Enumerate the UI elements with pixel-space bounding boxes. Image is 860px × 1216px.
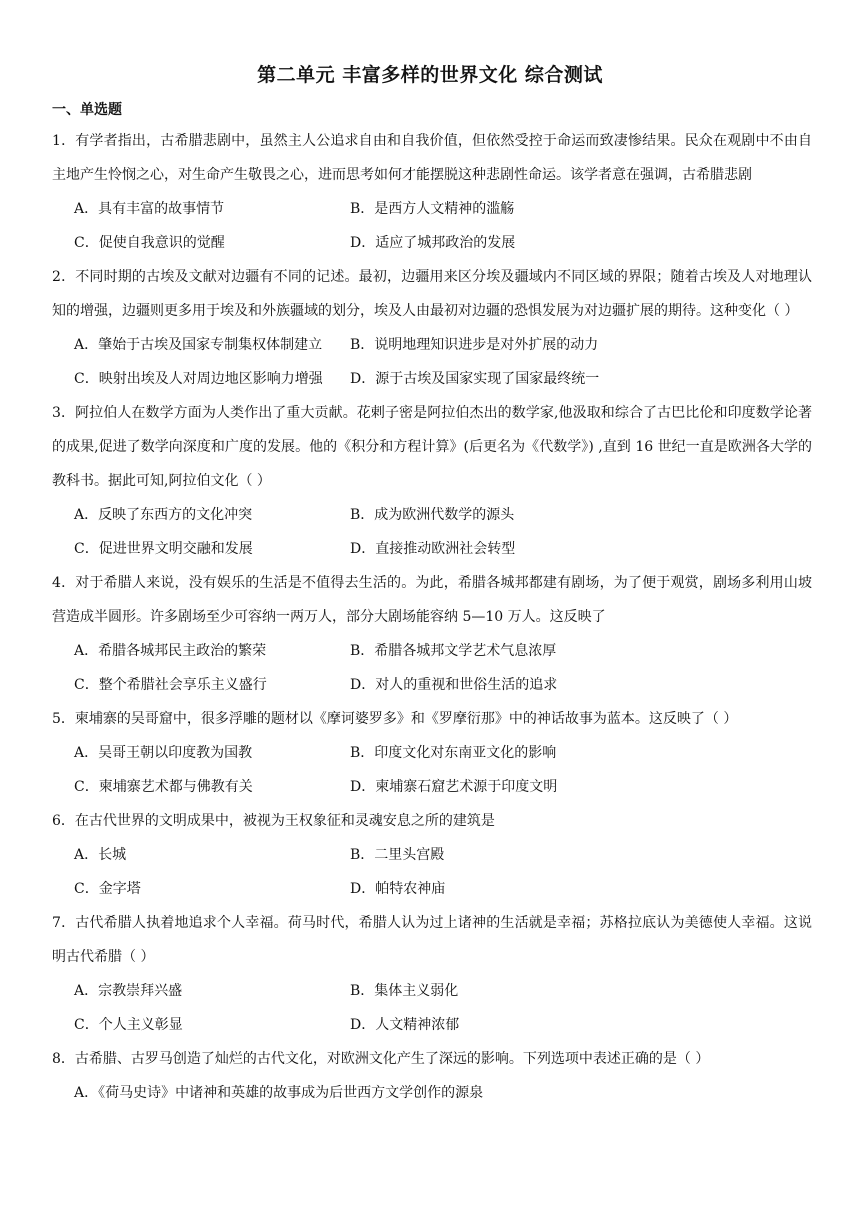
option-a: A．吴哥王朝以印度教为国教 — [74, 745, 253, 761]
question-stem: 5．柬埔寨的吴哥窟中，很多浮雕的题材以《摩诃婆罗多》和《罗摩衍那》中的神话故事为蓝本。这反映了（ ） — [52, 711, 738, 727]
option-d: D．帕特农神庙 — [350, 881, 446, 897]
option-d: D．适应了城邦政治的发展 — [350, 235, 516, 251]
question-stem: 7．古代希腊人执着地追求个人幸福。荷马时代，希腊人认为过上诸神的生活就是幸福；苏格拉底认为美德使人幸福。这说明古代希腊（ ） — [52, 915, 812, 965]
option-d: D．源于古埃及国家实现了国家最终统一 — [350, 371, 600, 387]
section-heading: 一、单选题 — [52, 102, 122, 118]
option-a: A．反映了东西方的文化冲突 — [74, 507, 253, 523]
option-c: C．促进世界文明交融和发展 — [74, 541, 253, 557]
option-c: C．促使自我意识的觉醒 — [74, 235, 225, 251]
question-3 — [52, 396, 812, 566]
question-stem: 4．对于希腊人来说，没有娱乐的生活是不值得去生活的。为此，希腊各城邦都建有剧场，为了便于观赏，剧场多利用山坡营造成半圆形。许多剧场至少可容纳一两万人，部分大剧场能容纳 5—10 万人。这反映了 — [52, 575, 812, 625]
option-c: C．个人主义彰显 — [74, 1017, 183, 1033]
option-d: D．直接推动欧洲社会转型 — [350, 541, 516, 557]
option-b: B．二里头宫殿 — [350, 847, 445, 863]
option-c: C．整个希腊社会享乐主义盛行 — [74, 677, 267, 693]
option-grid — [74, 736, 812, 804]
question-stem: 1．有学者指出，古希腊悲剧中，虽然主人公追求自由和自我价值，但依然受控于命运而致凄惨结果。民众在观剧中不由自主地产生怜悯之心，对生命产生敬畏之心，进而思考如何才能摆脱这种悲剧性命运。该学者意在强调，古希腊悲剧 — [52, 133, 812, 183]
question-4 — [52, 566, 812, 702]
option-a: A．肇始于古埃及国家专制集权体制建立 — [74, 337, 323, 353]
option-d: D．人文精神浓郁 — [350, 1017, 460, 1033]
option-grid — [74, 192, 812, 260]
option-a: A．《荷马史诗》中诸神和英雄的故事成为后世西方文学创作的源泉 — [74, 1085, 484, 1101]
question-stem: 2．不同时期的古埃及文献对边疆有不同的记述。最初，边疆用来区分埃及疆域内不同区域的界限；随着古埃及人对地理认知的增强，边疆则更多用于埃及和外族疆域的划分，埃及人由最初对边疆的恐惧发展为对边疆扩展的期待。这种变化（ ） — [52, 269, 812, 319]
option-grid — [74, 634, 812, 702]
option-b: B．说明地理知识进步是对外扩展的动力 — [350, 337, 599, 353]
option-d: D．柬埔寨石窟艺术源于印度文明 — [350, 779, 558, 795]
option-a: A．希腊各城邦民主政治的繁荣 — [74, 643, 267, 659]
question-5 — [52, 702, 812, 804]
question-stem: 6．在古代世界的文明成果中，被视为王权象征和灵魂安息之所的建筑是 — [52, 813, 495, 829]
option-a: A．具有丰富的故事情节 — [74, 201, 225, 217]
question-stem: 3．阿拉伯人在数学方面为人类作出了重大贡献。花剌子密是阿拉伯杰出的数学家,他汲取和综合了古巴比伦和印度数学论著的成果,促进了数学向深度和广度的发展。他的《积分和方程计算》(后更名为《代数学》) ,直到 16 世纪一直是欧洲各大学的教科书。据此可知,阿拉伯文化（ ） — [52, 405, 812, 489]
option-b: B．是西方人文精神的滥觞 — [350, 201, 515, 217]
option-grid — [74, 838, 812, 906]
option-b: B．希腊各城邦文学艺术气息浓厚 — [350, 643, 557, 659]
option-a: A．长城 — [74, 847, 127, 863]
question-2 — [52, 260, 812, 396]
question-8 — [52, 1042, 812, 1110]
option-grid — [74, 1076, 812, 1110]
option-c: C．金字塔 — [74, 881, 141, 897]
option-b: B．成为欧洲代数学的源头 — [350, 507, 515, 523]
question-list — [52, 124, 812, 1110]
option-c: C．映射出埃及人对周边地区影响力增强 — [74, 371, 323, 387]
question-7 — [52, 906, 812, 1042]
option-grid — [74, 328, 812, 396]
option-b: B．集体主义弱化 — [350, 983, 459, 999]
question-6 — [52, 804, 812, 906]
option-c: C．柬埔寨艺术都与佛教有关 — [74, 779, 253, 795]
page-title: 第二单元 丰富多样的世界文化 综合测试 — [257, 64, 603, 86]
question-1 — [52, 124, 812, 260]
question-stem: 8．古希腊、古罗马创造了灿烂的古代文化，对欧洲文化产生了深远的影响。下列选项中表述正确的是（ ） — [52, 1051, 710, 1067]
option-grid — [74, 974, 812, 1042]
option-b: B．印度文化对东南亚文化的影响 — [350, 745, 557, 761]
option-d: D．对人的重视和世俗生活的追求 — [350, 677, 558, 693]
option-grid — [74, 498, 812, 566]
option-a: A．宗教崇拜兴盛 — [74, 983, 183, 999]
